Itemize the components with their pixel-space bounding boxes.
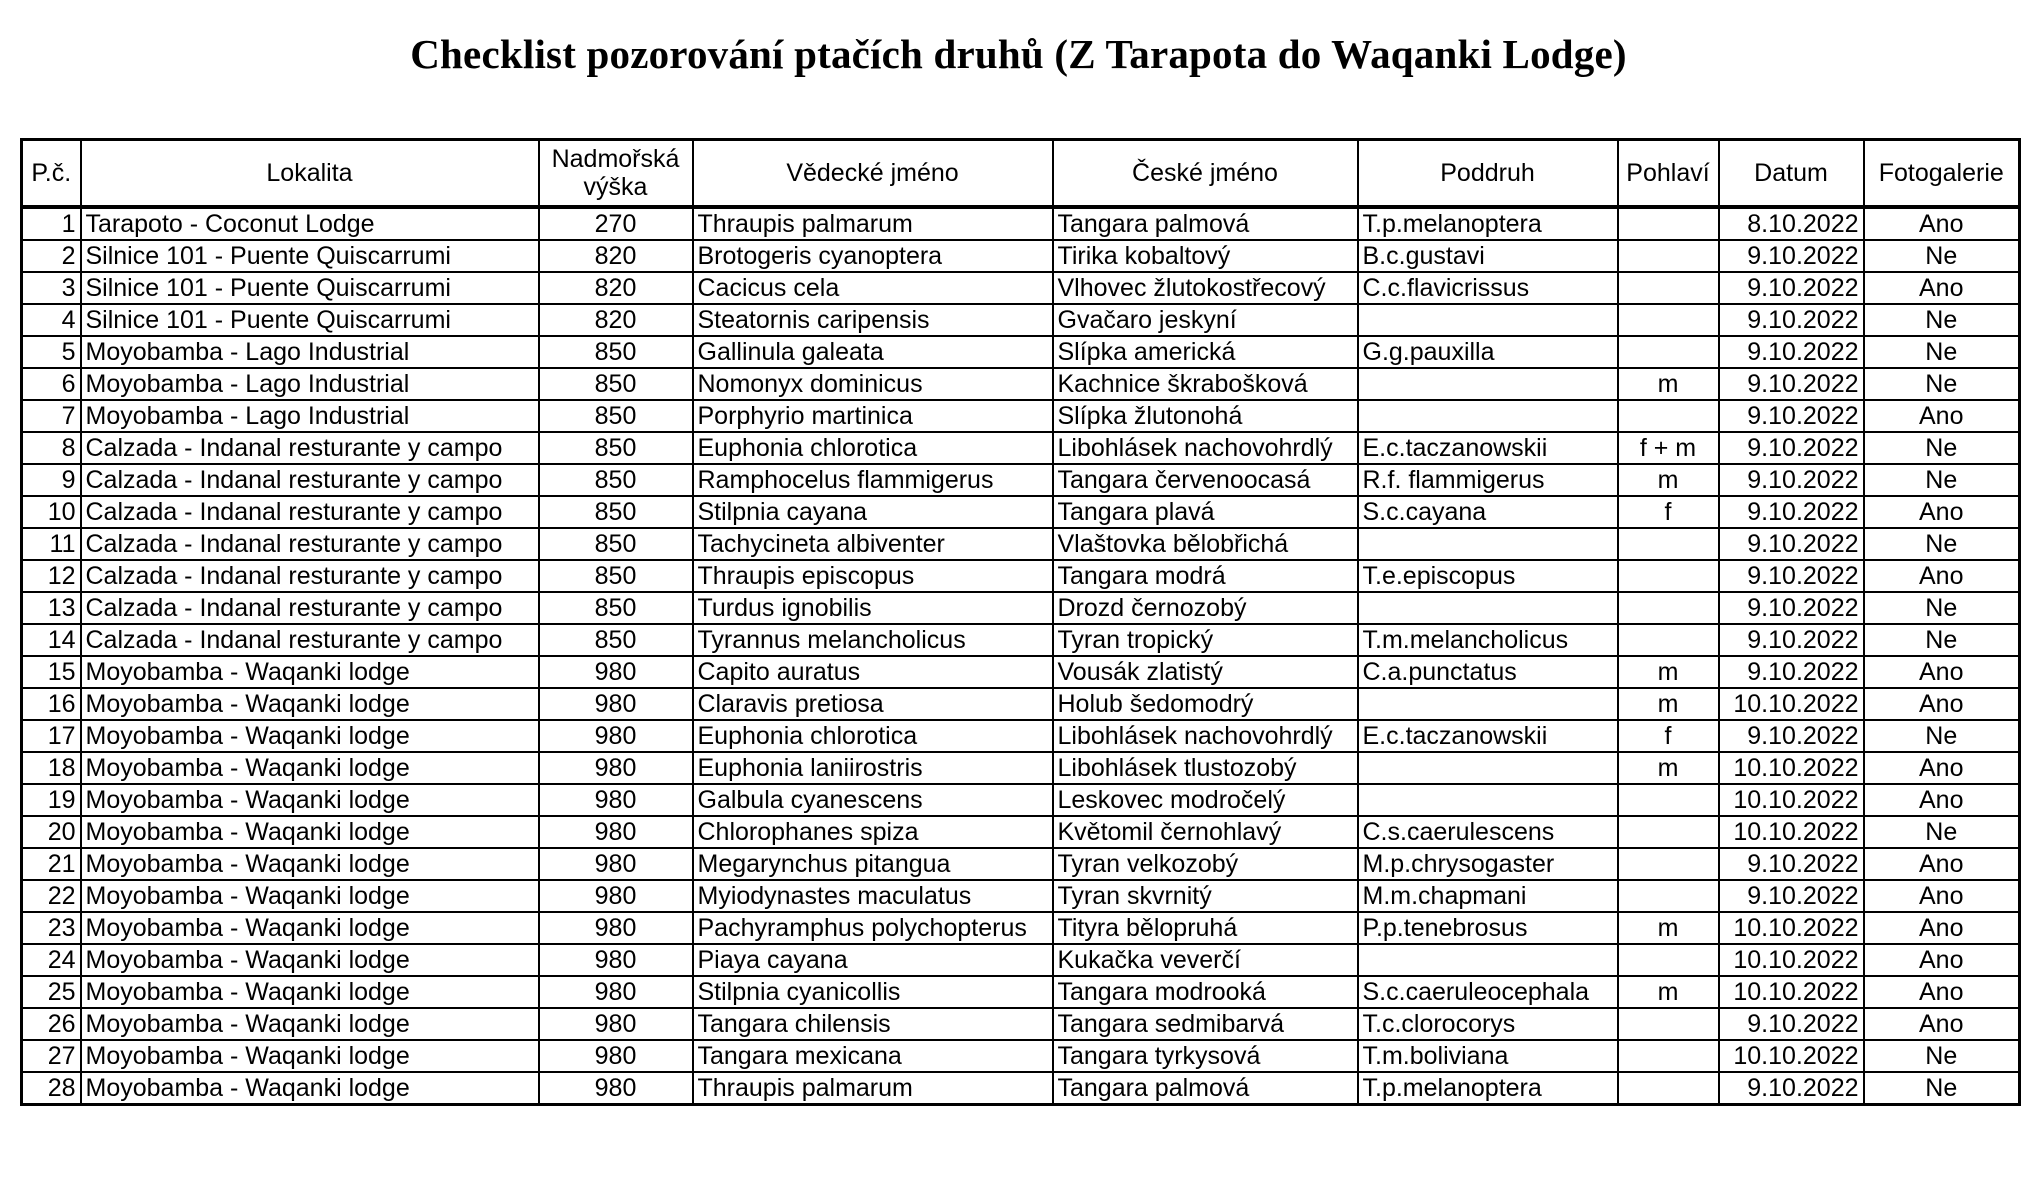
cell-date: 9.10.2022 [1719, 272, 1864, 304]
cell-photo-gallery: Ano [1864, 400, 2020, 432]
cell-date: 9.10.2022 [1719, 464, 1864, 496]
cell-num: 28 [22, 1072, 81, 1105]
cell-date: 10.10.2022 [1719, 784, 1864, 816]
cell-scientific-name: Cacicus cela [693, 272, 1053, 304]
cell-subspecies: P.p.tenebrosus [1358, 912, 1618, 944]
cell-date: 9.10.2022 [1719, 336, 1864, 368]
cell-sex [1618, 240, 1719, 272]
cell-czech-name: Tangara palmová [1053, 1072, 1358, 1105]
cell-num: 26 [22, 1008, 81, 1040]
cell-photo-gallery: Ano [1864, 207, 2020, 240]
cell-sex [1618, 528, 1719, 560]
cell-czech-name: Vlaštovka bělobřichá [1053, 528, 1358, 560]
cell-locality: Moyobamba - Waqanki lodge [81, 912, 539, 944]
cell-num: 27 [22, 1040, 81, 1072]
cell-czech-name: Tangara modrá [1053, 560, 1358, 592]
table-body [22, 207, 2020, 1105]
cell-czech-name: Tangara palmová [1053, 207, 1358, 240]
header-altitude-line1: Nadmořská [551, 145, 680, 173]
cell-photo-gallery: Ano [1864, 784, 2020, 816]
cell-czech-name: Tirika kobaltový [1053, 240, 1358, 272]
cell-subspecies [1358, 688, 1618, 720]
cell-altitude: 980 [539, 880, 693, 912]
cell-subspecies [1358, 400, 1618, 432]
cell-altitude: 980 [539, 752, 693, 784]
cell-photo-gallery: Ne [1864, 592, 2020, 624]
cell-sex [1618, 400, 1719, 432]
cell-locality: Moyobamba - Waqanki lodge [81, 1040, 539, 1072]
cell-scientific-name: Megarynchus pitangua [693, 848, 1053, 880]
cell-sex: m [1618, 912, 1719, 944]
cell-num: 11 [22, 528, 81, 560]
table-row [22, 560, 2020, 592]
cell-photo-gallery: Ano [1864, 688, 2020, 720]
cell-czech-name: Tyran tropický [1053, 624, 1358, 656]
cell-date: 10.10.2022 [1719, 816, 1864, 848]
table-row [22, 688, 2020, 720]
cell-subspecies: T.m.boliviana [1358, 1040, 1618, 1072]
cell-scientific-name: Ramphocelus flammigerus [693, 464, 1053, 496]
cell-sex [1618, 848, 1719, 880]
cell-num: 19 [22, 784, 81, 816]
cell-sex: m [1618, 752, 1719, 784]
header-altitude [539, 140, 693, 208]
cell-czech-name: Tyran velkozobý [1053, 848, 1358, 880]
cell-altitude: 980 [539, 1008, 693, 1040]
cell-altitude: 820 [539, 240, 693, 272]
cell-date: 10.10.2022 [1719, 752, 1864, 784]
table-row [22, 880, 2020, 912]
cell-scientific-name: Stilpnia cayana [693, 496, 1053, 528]
cell-locality: Moyobamba - Waqanki lodge [81, 720, 539, 752]
cell-locality: Calzada - Indanal resturante y campo [81, 496, 539, 528]
cell-sex: f + m [1618, 432, 1719, 464]
cell-subspecies: T.e.episcopus [1358, 560, 1618, 592]
cell-altitude: 980 [539, 816, 693, 848]
cell-sex [1618, 1008, 1719, 1040]
table-row [22, 624, 2020, 656]
table-header-row [22, 140, 2020, 208]
cell-locality: Calzada - Indanal resturante y campo [81, 560, 539, 592]
cell-sex [1618, 592, 1719, 624]
cell-photo-gallery: Ano [1864, 1008, 2020, 1040]
cell-sex [1618, 816, 1719, 848]
cell-sex [1618, 560, 1719, 592]
cell-num: 12 [22, 560, 81, 592]
table-row [22, 592, 2020, 624]
table-row [22, 656, 2020, 688]
cell-sex: m [1618, 464, 1719, 496]
cell-num: 6 [22, 368, 81, 400]
cell-czech-name: Tyran skvrnitý [1053, 880, 1358, 912]
header-date: Datum [1719, 140, 1864, 208]
cell-sex [1618, 304, 1719, 336]
cell-altitude: 980 [539, 848, 693, 880]
table-row [22, 848, 2020, 880]
cell-subspecies: M.m.chapmani [1358, 880, 1618, 912]
cell-czech-name: Libohlásek tlustozobý [1053, 752, 1358, 784]
cell-altitude: 850 [539, 336, 693, 368]
cell-date: 9.10.2022 [1719, 496, 1864, 528]
cell-photo-gallery: Ano [1864, 560, 2020, 592]
cell-subspecies: B.c.gustavi [1358, 240, 1618, 272]
cell-sex [1618, 336, 1719, 368]
cell-czech-name: Tangara modrooká [1053, 976, 1358, 1008]
cell-locality: Calzada - Indanal resturante y campo [81, 432, 539, 464]
cell-scientific-name: Turdus ignobilis [693, 592, 1053, 624]
cell-photo-gallery: Ne [1864, 1040, 2020, 1072]
cell-locality: Moyobamba - Waqanki lodge [81, 688, 539, 720]
cell-photo-gallery: Ano [1864, 752, 2020, 784]
cell-locality: Moyobamba - Waqanki lodge [81, 848, 539, 880]
cell-date: 9.10.2022 [1719, 1008, 1864, 1040]
cell-num: 4 [22, 304, 81, 336]
cell-scientific-name: Pachyramphus polychopterus [693, 912, 1053, 944]
cell-altitude: 850 [539, 528, 693, 560]
cell-photo-gallery: Ano [1864, 496, 2020, 528]
cell-num: 3 [22, 272, 81, 304]
table-row [22, 432, 2020, 464]
cell-scientific-name: Tachycineta albiventer [693, 528, 1053, 560]
header-scientific-name: Vědecké jméno [693, 140, 1053, 208]
cell-photo-gallery: Ano [1864, 848, 2020, 880]
cell-num: 20 [22, 816, 81, 848]
cell-subspecies [1358, 592, 1618, 624]
table-row [22, 400, 2020, 432]
cell-scientific-name: Tangara chilensis [693, 1008, 1053, 1040]
table-row [22, 944, 2020, 976]
cell-date: 8.10.2022 [1719, 207, 1864, 240]
header-subspecies: Poddruh [1358, 140, 1618, 208]
cell-date: 10.10.2022 [1719, 976, 1864, 1008]
cell-sex: m [1618, 656, 1719, 688]
table-row [22, 368, 2020, 400]
cell-locality: Moyobamba - Waqanki lodge [81, 976, 539, 1008]
cell-subspecies: E.c.taczanowskii [1358, 432, 1618, 464]
page-title: Checklist pozorování ptačích druhů (Z Tarapota do Waqanki Lodge) [410, 31, 1627, 77]
cell-date: 10.10.2022 [1719, 1040, 1864, 1072]
cell-altitude: 980 [539, 1072, 693, 1105]
cell-scientific-name: Euphonia chlorotica [693, 720, 1053, 752]
cell-num: 15 [22, 656, 81, 688]
cell-locality: Calzada - Indanal resturante y campo [81, 624, 539, 656]
cell-num: 24 [22, 944, 81, 976]
cell-scientific-name: Gallinula galeata [693, 336, 1053, 368]
cell-date: 10.10.2022 [1719, 944, 1864, 976]
cell-num: 18 [22, 752, 81, 784]
header-altitude-line2: výška [583, 173, 648, 201]
table-row [22, 720, 2020, 752]
cell-scientific-name: Nomonyx dominicus [693, 368, 1053, 400]
cell-subspecies: T.m.melancholicus [1358, 624, 1618, 656]
cell-locality: Tarapoto - Coconut Lodge [81, 207, 539, 240]
cell-czech-name: Drozd černozobý [1053, 592, 1358, 624]
cell-czech-name: Slípka žlutonohá [1053, 400, 1358, 432]
cell-subspecies: M.p.chrysogaster [1358, 848, 1618, 880]
cell-photo-gallery: Ano [1864, 944, 2020, 976]
cell-altitude: 980 [539, 720, 693, 752]
cell-date: 9.10.2022 [1719, 720, 1864, 752]
cell-subspecies: T.p.melanoptera [1358, 207, 1618, 240]
cell-scientific-name: Thraupis episcopus [693, 560, 1053, 592]
table-row [22, 816, 2020, 848]
cell-num: 14 [22, 624, 81, 656]
cell-locality: Moyobamba - Lago Industrial [81, 368, 539, 400]
cell-altitude: 820 [539, 272, 693, 304]
table-row [22, 464, 2020, 496]
cell-subspecies: C.a.punctatus [1358, 656, 1618, 688]
cell-czech-name: Gvačaro jeskyní [1053, 304, 1358, 336]
cell-scientific-name: Tyrannus melancholicus [693, 624, 1053, 656]
cell-scientific-name: Euphonia laniirostris [693, 752, 1053, 784]
cell-sex [1618, 784, 1719, 816]
cell-num: 17 [22, 720, 81, 752]
cell-photo-gallery: Ne [1864, 240, 2020, 272]
cell-locality: Calzada - Indanal resturante y campo [81, 528, 539, 560]
cell-altitude: 850 [539, 464, 693, 496]
cell-subspecies: C.c.flavicrissus [1358, 272, 1618, 304]
cell-num: 1 [22, 207, 81, 240]
cell-photo-gallery: Ne [1864, 624, 2020, 656]
cell-czech-name: Libohlásek nachovohrdlý [1053, 720, 1358, 752]
cell-scientific-name: Thraupis palmarum [693, 1072, 1053, 1105]
cell-photo-gallery: Ne [1864, 368, 2020, 400]
cell-num: 22 [22, 880, 81, 912]
cell-subspecies: G.g.pauxilla [1358, 336, 1618, 368]
cell-altitude: 980 [539, 944, 693, 976]
cell-czech-name: Leskovec modročelý [1053, 784, 1358, 816]
cell-altitude: 850 [539, 368, 693, 400]
cell-scientific-name: Brotogeris cyanoptera [693, 240, 1053, 272]
cell-num: 5 [22, 336, 81, 368]
cell-date: 10.10.2022 [1719, 912, 1864, 944]
cell-scientific-name: Chlorophanes spiza [693, 816, 1053, 848]
cell-num: 21 [22, 848, 81, 880]
cell-sex [1618, 1040, 1719, 1072]
cell-czech-name: Tangara tyrkysová [1053, 1040, 1358, 1072]
cell-czech-name: Tangara plavá [1053, 496, 1358, 528]
header-sex: Pohlaví [1618, 140, 1719, 208]
cell-altitude: 980 [539, 976, 693, 1008]
cell-subspecies [1358, 944, 1618, 976]
cell-date: 9.10.2022 [1719, 848, 1864, 880]
cell-photo-gallery: Ne [1864, 432, 2020, 464]
cell-date: 9.10.2022 [1719, 528, 1864, 560]
cell-subspecies [1358, 304, 1618, 336]
cell-locality: Calzada - Indanal resturante y campo [81, 592, 539, 624]
cell-altitude: 980 [539, 912, 693, 944]
cell-sex [1618, 1072, 1719, 1105]
table-row [22, 912, 2020, 944]
cell-photo-gallery: Ano [1864, 976, 2020, 1008]
cell-num: 10 [22, 496, 81, 528]
cell-scientific-name: Tangara mexicana [693, 1040, 1053, 1072]
cell-subspecies [1358, 368, 1618, 400]
cell-locality: Moyobamba - Waqanki lodge [81, 944, 539, 976]
header-locality: Lokalita [81, 140, 539, 208]
cell-czech-name: Kachnice škrabošková [1053, 368, 1358, 400]
cell-date: 9.10.2022 [1719, 592, 1864, 624]
cell-date: 9.10.2022 [1719, 400, 1864, 432]
cell-sex [1618, 624, 1719, 656]
cell-photo-gallery: Ne [1864, 304, 2020, 336]
cell-photo-gallery: Ano [1864, 880, 2020, 912]
cell-date: 9.10.2022 [1719, 656, 1864, 688]
cell-locality: Moyobamba - Waqanki lodge [81, 880, 539, 912]
table-row [22, 304, 2020, 336]
cell-czech-name: Slípka americká [1053, 336, 1358, 368]
cell-subspecies: S.c.cayana [1358, 496, 1618, 528]
table-row [22, 240, 2020, 272]
table-row [22, 1040, 2020, 1072]
cell-sex: f [1618, 496, 1719, 528]
cell-photo-gallery: Ano [1864, 656, 2020, 688]
cell-scientific-name: Steatornis caripensis [693, 304, 1053, 336]
cell-scientific-name: Porphyrio martinica [693, 400, 1053, 432]
cell-subspecies [1358, 752, 1618, 784]
cell-photo-gallery: Ano [1864, 912, 2020, 944]
cell-photo-gallery: Ne [1864, 720, 2020, 752]
cell-altitude: 850 [539, 592, 693, 624]
cell-photo-gallery: Ne [1864, 528, 2020, 560]
table-row [22, 1008, 2020, 1040]
cell-subspecies: S.c.caeruleocephala [1358, 976, 1618, 1008]
cell-num: 23 [22, 912, 81, 944]
table-row [22, 752, 2020, 784]
cell-locality: Moyobamba - Waqanki lodge [81, 784, 539, 816]
table-row [22, 784, 2020, 816]
cell-locality: Moyobamba - Waqanki lodge [81, 816, 539, 848]
table-row [22, 528, 2020, 560]
cell-altitude: 850 [539, 560, 693, 592]
cell-date: 9.10.2022 [1719, 432, 1864, 464]
table-row [22, 336, 2020, 368]
cell-num: 7 [22, 400, 81, 432]
table-row [22, 207, 2020, 240]
cell-locality: Silnice 101 - Puente Quiscarrumi [81, 272, 539, 304]
cell-photo-gallery: Ano [1864, 272, 2020, 304]
cell-locality: Moyobamba - Waqanki lodge [81, 656, 539, 688]
cell-altitude: 270 [539, 207, 693, 240]
table-row [22, 1072, 2020, 1105]
cell-altitude: 850 [539, 432, 693, 464]
cell-date: 9.10.2022 [1719, 880, 1864, 912]
cell-locality: Moyobamba - Waqanki lodge [81, 1072, 539, 1105]
cell-date: 9.10.2022 [1719, 240, 1864, 272]
cell-subspecies [1358, 528, 1618, 560]
cell-czech-name: Holub šedomodrý [1053, 688, 1358, 720]
cell-locality: Silnice 101 - Puente Quiscarrumi [81, 240, 539, 272]
cell-sex [1618, 944, 1719, 976]
cell-sex [1618, 880, 1719, 912]
cell-altitude: 850 [539, 400, 693, 432]
cell-subspecies: T.c.clorocorys [1358, 1008, 1618, 1040]
cell-czech-name: Libohlásek nachovohrdlý [1053, 432, 1358, 464]
cell-subspecies: C.s.caerulescens [1358, 816, 1618, 848]
cell-date: 9.10.2022 [1719, 560, 1864, 592]
cell-photo-gallery: Ne [1864, 464, 2020, 496]
cell-photo-gallery: Ne [1864, 1072, 2020, 1105]
cell-czech-name: Vousák zlatistý [1053, 656, 1358, 688]
cell-sex: f [1618, 720, 1719, 752]
cell-altitude: 820 [539, 304, 693, 336]
header-czech-name: České jméno [1053, 140, 1358, 208]
table-row [22, 272, 2020, 304]
cell-photo-gallery: Ne [1864, 336, 2020, 368]
cell-czech-name: Tangara červenoocasá [1053, 464, 1358, 496]
header-num: P.č. [22, 140, 81, 208]
cell-czech-name: Květomil černohlavý [1053, 816, 1358, 848]
cell-czech-name: Tityra bělopruhá [1053, 912, 1358, 944]
header-photo-gallery: Fotogalerie [1864, 140, 2020, 208]
cell-scientific-name: Myiodynastes maculatus [693, 880, 1053, 912]
cell-date: 10.10.2022 [1719, 688, 1864, 720]
cell-altitude: 980 [539, 1040, 693, 1072]
cell-date: 9.10.2022 [1719, 624, 1864, 656]
cell-locality: Calzada - Indanal resturante y campo [81, 464, 539, 496]
cell-altitude: 850 [539, 496, 693, 528]
cell-locality: Moyobamba - Lago Industrial [81, 400, 539, 432]
cell-altitude: 980 [539, 656, 693, 688]
table-row [22, 496, 2020, 528]
cell-num: 13 [22, 592, 81, 624]
cell-num: 8 [22, 432, 81, 464]
cell-altitude: 980 [539, 688, 693, 720]
cell-locality: Moyobamba - Waqanki lodge [81, 752, 539, 784]
cell-scientific-name: Claravis pretiosa [693, 688, 1053, 720]
cell-sex [1618, 272, 1719, 304]
cell-czech-name: Vlhovec žlutokostřecový [1053, 272, 1358, 304]
cell-num: 2 [22, 240, 81, 272]
cell-subspecies: T.p.melanoptera [1358, 1072, 1618, 1105]
cell-czech-name: Tangara sedmibarvá [1053, 1008, 1358, 1040]
cell-scientific-name: Stilpnia cyanicollis [693, 976, 1053, 1008]
cell-num: 16 [22, 688, 81, 720]
cell-locality: Moyobamba - Lago Industrial [81, 336, 539, 368]
cell-scientific-name: Galbula cyanescens [693, 784, 1053, 816]
cell-sex: m [1618, 976, 1719, 1008]
table-row [22, 976, 2020, 1008]
cell-scientific-name: Piaya cayana [693, 944, 1053, 976]
cell-locality: Moyobamba - Waqanki lodge [81, 1008, 539, 1040]
cell-date: 9.10.2022 [1719, 304, 1864, 336]
cell-scientific-name: Capito auratus [693, 656, 1053, 688]
cell-num: 9 [22, 464, 81, 496]
cell-scientific-name: Euphonia chlorotica [693, 432, 1053, 464]
cell-date: 9.10.2022 [1719, 368, 1864, 400]
cell-sex: m [1618, 368, 1719, 400]
cell-locality: Silnice 101 - Puente Quiscarrumi [81, 304, 539, 336]
cell-altitude: 980 [539, 784, 693, 816]
cell-altitude: 850 [539, 624, 693, 656]
cell-scientific-name: Thraupis palmarum [693, 207, 1053, 240]
cell-num: 25 [22, 976, 81, 1008]
cell-subspecies: E.c.taczanowskii [1358, 720, 1618, 752]
cell-czech-name: Kukačka veverčí [1053, 944, 1358, 976]
cell-photo-gallery: Ne [1864, 816, 2020, 848]
bird-checklist-table [20, 138, 2021, 1106]
cell-date: 9.10.2022 [1719, 1072, 1864, 1105]
cell-subspecies: R.f. flammigerus [1358, 464, 1618, 496]
cell-sex: m [1618, 688, 1719, 720]
cell-subspecies [1358, 784, 1618, 816]
cell-sex [1618, 207, 1719, 240]
